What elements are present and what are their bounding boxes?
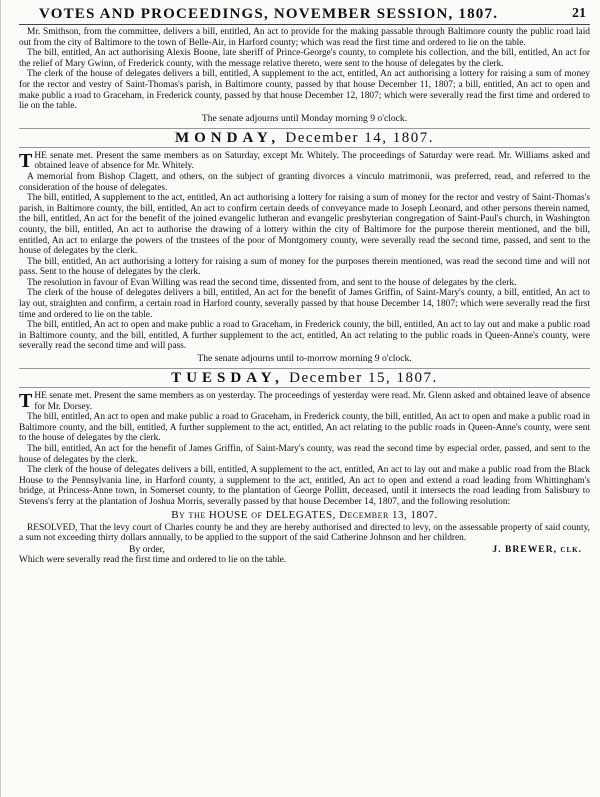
paragraph: The resolution in favour of Evan Willing was read the second time, dissented from, and sent to the house of delegates by the clerk. [27,277,517,288]
day-date: December 15, 1807. [289,370,438,387]
monday-section [19,128,590,365]
day-name: TUESDAY, [171,370,284,387]
by-order-label: By order, [129,543,165,555]
saturday-section [19,27,590,125]
tuesday-section [19,368,590,565]
signature-block [19,544,590,555]
drop-cap: T [19,390,33,413]
clerk-signature: J. BREWER, clk. [492,543,582,555]
paragraph: The bill, entitled, An act authorising Alexis Boone, late sheriff of Prince-George's county, to complete his collection, and the bill, entitled, An act for the relief of Mary Gwinn, of Frederick county, with the message relative thereto, were sent to the house of delegates by the clerk. [19,48,590,69]
running-head: VOTES AND PROCEEDINGS, NOVEMBER SESSION, 1807. [39,6,499,22]
opening-paragraph [19,151,590,172]
resolution-heading: By the HOUSE of DELEGATES, December 13, 1807. [171,508,438,521]
paragraph: The clerk of the house of delegates delivers a bill, entitled, An act for the benefit of James Griffin, of Saint-Mary's county, a bill, entitled, An act to lay out, straighten and confirm, a certain road in Harford county, severally passed by that house December 14, 1807; which were severally read the first time and ordered to lie on the table. [19,288,590,320]
adjournment-line: The senate adjourns until to-morrow morning 9 o'clock. [197,353,412,365]
resolution-text: RESOLVED, That the levy court of Charles county be and they are hereby authorised and directed to levy, on the assessable property of said county, a sum not exceeding thirty dollars annually, to be applied to the support of the said Catherine Johnson and her children. [19,522,590,544]
paragraph: The bill, entitled, A supplement to the act, entitled, An act authorising a lottery for raising a sum of money for the rector and vestry of Saint-Thomas's parish, in Baltimore county, the bill, entitled, An act to confirm certain deeds of conveyance made to Joseph Leonard, and other persons therein named, the bill, entitled, An act for the benefit of the joined evangelic lutheran and evangelic presbyterian congregation of Saint-Paul's church, in Washington county, the bill, entitled, An act to authorise the drawing of a lottery within the city of Baltimore for the purpose therein mentioned, and the bill, entitled, An act to enlarge the powers of the trustees of the poor of Montgomery county, were severally read the second time, passed, and sent to the house of delegates by the clerk. [19,193,590,257]
paragraph: The bill, entitled, An act authorising a lottery for raising a sum of money for the purposes therein mentioned, was read the second time and will not pass. Sent to the house of delegates by the clerk. [19,256,590,278]
page-header [19,6,590,25]
adjournment-line: The senate adjourns until Monday morning 9 o'clock. [201,112,408,124]
page-number: 21 [572,6,586,21]
day-date: December 14, 1807. [285,129,435,146]
paragraph: The bill, entitled, An act to open and make public a road to Graceham, in Frederick county, the bill, entitled, An act to lay out and make a public road in Baltimore county, and the bill, entitled, A further supplement to the act, entitled, An act relating to the public roads in Queen-Anne's county, were severally read the second time and will pass. [19,320,590,352]
day-heading-monday [19,128,590,148]
paragraph: The bill, entitled, An act for the benefit of James Griffin, of Saint-Mary's county, was read the second time by especial order, passed, and sent to the house of delegates by the clerk. [19,444,590,465]
opening-paragraph [19,391,590,412]
day-heading-tuesday [19,368,590,388]
paragraph: The bill, entitled, An act to open and make public a road to Graceham, in Frederick county, the bill, entitled, An act to open and make a public road in Baltimore county, and the bill, entitled, A further supplement to the act, entitled, An act relating to the public roads in Queen-Anne's county, were sent to the house of delegates by the clerk. [19,412,590,444]
drop-cap: T [19,149,33,172]
paragraph: A memorial from Bishop Clagett, and others, on the subject of granting divorces a vinculo matrimonii, was preferred, read, and referred to the consideration of the house of delegates. [19,171,590,193]
paragraph-text: HE senate met. Present the same members as on yesterday. The proceedings of yesterday were read. Mr. Glenn asked and obtained leave of absence for Mr. Dorsey. [34,391,590,412]
closing-line: Which were severally read the first time and ordered to lie on the table. [19,554,287,565]
paragraph: The clerk of the house of delegates delivers a bill, entitled, A supplement to the act, entitled, An act authorising a lottery for raising a sum of money for the rector and vestry of Saint-Thomas's parish, in Baltimore county, passed by that house December 11, 1807; a bill, entitled, An act to open and make public a road to Graceham, in Frederick county, passed by that house December 12, 1807; which were severally read the first time and ordered to lie on the table. [19,69,590,112]
day-name: MONDAY, [174,129,281,146]
paragraph-text: HE senate met. Present the same members as on Saturday, except Mr. Whitely. The proceedings of Saturday were read. Mr. Williams asked and obtained leave of absence for Mr. Whitely. [34,150,590,172]
paragraph: Mr. Smithson, from the committee, delivers a bill, entitled, An act to provide for the making passable through Baltimore county the public road laid out from the city of Baltimore to the town of Belle-Air, in Harford county; which was read the first time and ordered to lie on the table. [19,27,590,48]
paragraph: The clerk of the house of delegates delivers a bill, entitled, A supplement to the act, entitled, An act to lay out and make a public road from the Black House to the Pennsylvania line, in Harford county, a supplement to the act, entitled, An act to open and extend a road leading from Whittingham's bridge, at Princess-Anne town, in Somerset county, to the plantation of George Pollitt, deceased, until it intersects the road leading from Salisbury to Stevens's ferry at the plantation of Joshua Morris, severally passed by that house December 14, 1807, and the following resolution: [19,465,590,507]
